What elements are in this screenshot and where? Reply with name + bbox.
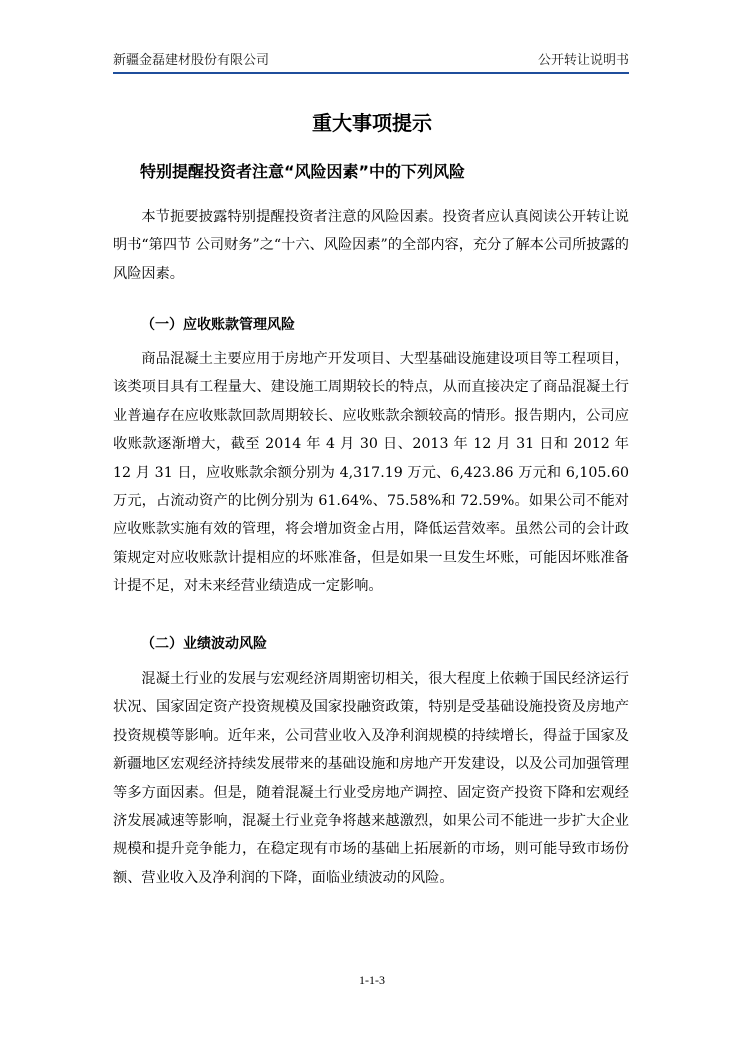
section-body-receivables: 商品混凝土主要应用于房地产开发项目、大型基础设施建设项目等工程项目，该类项目具有工程量大、建设施工周期较长的特点，从而直接决定了商品混凝土行业普遍存在应收账款回款周期较长、应收账款余额较高的情形。报告期内，公司应收账款逐渐增大，截至 2014 年 4 月 30 日、2013 年 12 月 31 日和 2012 年 12 月 31 日，应收账款余额分别为 4,317.19 万元、6,423.86 万元和 6,105.60 万元，占流动资产的比例分别为 61.64%、75.58%和 72.59%。如果公司不能对应收账款实施有效的管理，将会增加资金占用，降低运营效率。虽然公司的会计政策规定对应收账款计提相应的坏账准备，但是如果一旦发生坏账，可能因坏账准备计提不足，对未来经营业绩造成一定影响。 <box>113 351 629 595</box>
section-body-performance: 混凝土行业的发展与宏观经济周期密切相关，很大程度上依赖于国民经济运行状况、国家固定资产投资规模及国家投融资政策，特别是受基础设施投资及房地产投资规模等影响。近年来，公司营业收入及净利润规模的持续增长，得益于国家及新疆地区宏观经济持续发展带来的基础设施和房地产开发建设，以及公司加强管理等多方面因素。但是，随着混凝土行业受房地产调控、固定资产投资下降和宏观经济发展减速等影响，混凝土行业竞争将越来越激烈，如果公司不能进一步扩大企业规模和提升竞争能力，在稳定现有市场的基础上拓展新的市场，则可能导致市场份额、营业收入及净利润的下降，面临业绩波动的风险。 <box>113 671 629 886</box>
page-number: 1-1-3 <box>359 973 385 987</box>
section-heading-performance: （二）业绩波动风险 <box>141 636 267 652</box>
page-header <box>113 52 629 74</box>
header-document-type: 公开转让说明书 <box>537 53 629 68</box>
page-title: 重大事项提示 <box>312 111 432 135</box>
section-subtitle: 特别提醒投资者注意“风险因素”中的下列风险 <box>140 162 466 181</box>
intro-paragraph: 本节扼要披露特别提醒投资者注意的风险因素。投资者应认真阅读公开转让说明书“第四节 公司财务”之“十六、风险因素”的全部内容，充分了解本公司所披露的风险因素。 <box>113 209 629 282</box>
header-company-name: 新疆金磊建材股份有限公司 <box>113 53 270 68</box>
section-heading-receivables: （一）应收账款管理风险 <box>141 317 295 333</box>
